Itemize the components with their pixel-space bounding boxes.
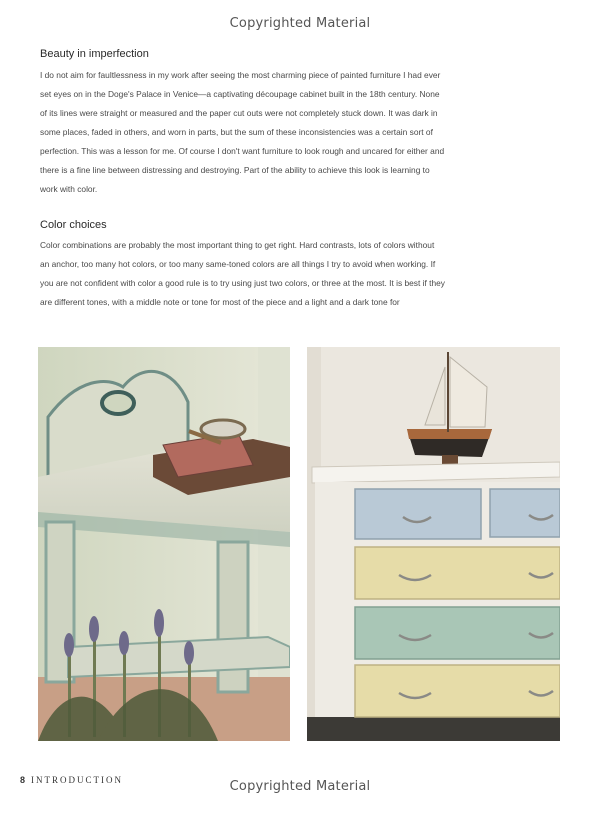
watermark-top: Copyrighted Material (229, 16, 371, 31)
paragraph-color-choices: Color combinations are probably the most important thing to get right. Hard contrasts, lots of colors without an anchor, too many hot colors, or too many same-toned colors are all things I try to avoid when working. If you are not confident with color a good rule is to try using just two colors, or three at the most. It is best if they are different tones, with a middle note or tone for most of the piece and a light and a dark tone for (40, 240, 445, 307)
photo-painted-side-table (38, 347, 290, 741)
page-number: 8 (20, 775, 26, 785)
photo-painted-chest-of-drawers (307, 347, 560, 741)
watermark-bottom: Copyrighted Material (229, 779, 371, 794)
heading-beauty-in-imperfection: Beauty in imperfection (40, 48, 149, 60)
paragraph-beauty-in-imperfection: I do not aim for faultlessness in my work after seeing the most charming piece of painted furniture I had ever set eyes on in the Doge's Palace in Venice—a captivating découpage cabinet built in the 18th century. None of its lines were straight or measured and the paper cut outs were not completely stuck down. It was dark in some places, faded in others, and worn in parts, but the sum of these inconsistencies was a certain sort of perfection. This was a lesson for me. Of course I don't want furniture to look rough and uncared for either and there is a fine line between distressing and destroying. Part of the ability to achieve this look is learning to work with color. (40, 70, 445, 194)
heading-color-choices: Color choices (40, 219, 107, 231)
running-section-title: INTRODUCTION (31, 775, 124, 785)
